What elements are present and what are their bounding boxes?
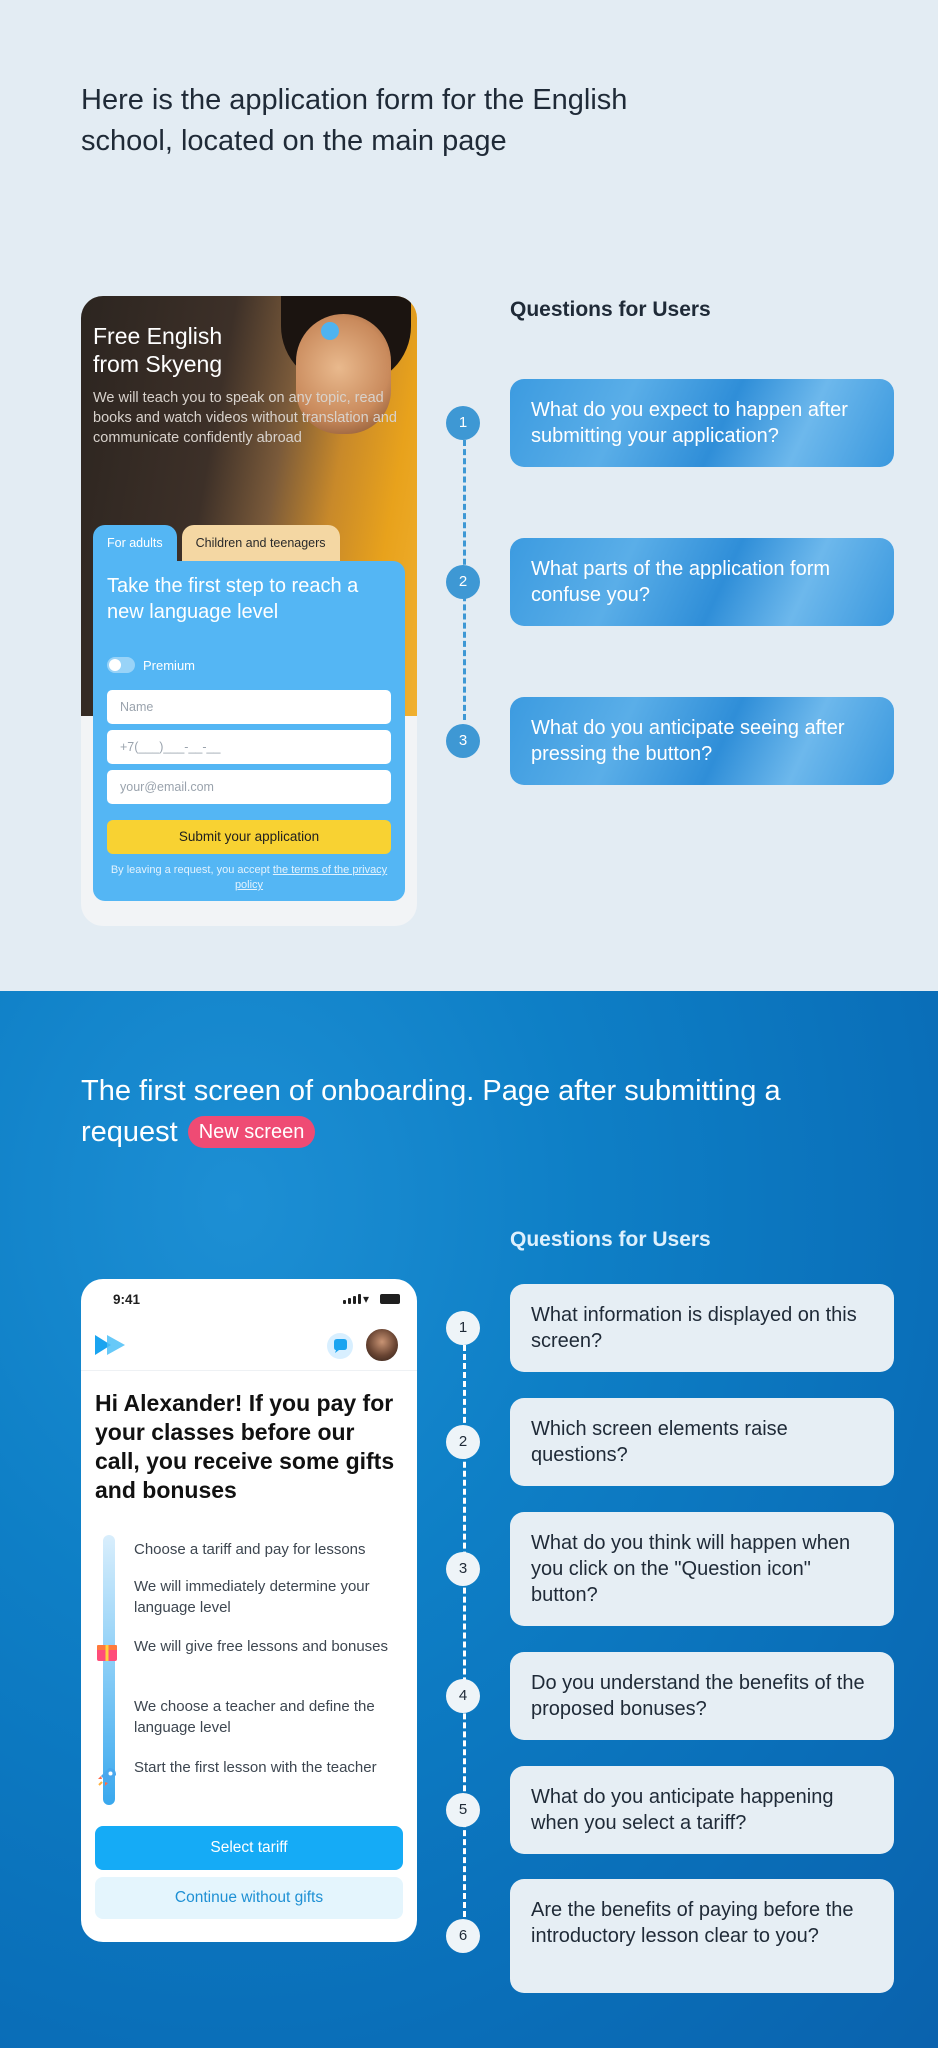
skyeng-logo-icon[interactable] bbox=[95, 1333, 129, 1357]
step-number: 1 bbox=[446, 406, 480, 440]
step-number: 5 bbox=[446, 1793, 480, 1827]
question-card: Which screen elements raise questions? bbox=[510, 1398, 894, 1486]
onboarding-step: Choose a tariff and pay for lessons bbox=[134, 1541, 366, 1558]
email-input[interactable] bbox=[107, 770, 391, 804]
app-header bbox=[81, 1319, 417, 1371]
premium-toggle[interactable] bbox=[107, 657, 135, 673]
application-form bbox=[93, 561, 405, 901]
privacy-notice bbox=[107, 863, 391, 893]
continue-without-gifts-button[interactable]: Continue without gifts bbox=[95, 1877, 403, 1919]
questions-heading: Questions for Users bbox=[510, 298, 711, 321]
gift-icon bbox=[95, 1639, 119, 1663]
onboarding-step: We choose a teacher and define the language level bbox=[134, 1698, 375, 1736]
question-card: Do you understand the benefits of the proposed bonuses? bbox=[510, 1652, 894, 1740]
premium-toggle-row[interactable] bbox=[107, 657, 195, 673]
step-number: 3 bbox=[446, 724, 480, 758]
hero-title-line1: Free English bbox=[93, 323, 223, 349]
rocket-icon bbox=[95, 1765, 119, 1789]
step-number: 1 bbox=[446, 1311, 480, 1345]
chat-question-icon[interactable] bbox=[327, 1333, 353, 1359]
wifi-icon: ▾ bbox=[363, 1292, 370, 1306]
chat-bubble-icon bbox=[327, 1333, 353, 1359]
new-screen-badge: New screen bbox=[188, 1116, 316, 1148]
question-card: What do you anticipate happening when you select a tariff? bbox=[510, 1766, 894, 1854]
hero-title bbox=[93, 322, 222, 378]
headphones-icon bbox=[321, 322, 339, 340]
privacy-policy-link[interactable]: the terms of the privacy policy bbox=[234, 864, 388, 891]
hero-title-line2: from Skyeng bbox=[93, 351, 223, 377]
step-number: 2 bbox=[446, 1425, 480, 1459]
question-card: What do you anticipate seeing after pressing the button? bbox=[510, 697, 894, 785]
questions-heading: Questions for Users bbox=[510, 1228, 711, 1251]
step-number: 2 bbox=[446, 565, 480, 599]
question-card: Are the benefits of paying before the introductory lesson clear to you? bbox=[510, 1879, 894, 1993]
select-tariff-button[interactable]: Select tariff bbox=[95, 1826, 403, 1870]
status-time: 9:41 bbox=[113, 1292, 141, 1307]
question-card: What parts of the application form confuse you? bbox=[510, 538, 894, 626]
phone-input[interactable] bbox=[107, 730, 391, 764]
onboarding-step: We will give free lessons and bonuses bbox=[134, 1638, 389, 1655]
submit-application-button[interactable]: Submit your application bbox=[107, 820, 391, 854]
section-title: Here is the application form for the English school, located on the main page bbox=[81, 84, 628, 157]
tab-for-adults[interactable]: For adults bbox=[93, 525, 177, 561]
step-number: 6 bbox=[446, 1919, 480, 1953]
name-input[interactable] bbox=[107, 690, 391, 724]
form-title: Take the first step to reach a new language level bbox=[107, 575, 359, 623]
section-title-text: The first screen of onboarding. Page after submitting a request bbox=[81, 1075, 781, 1148]
audience-tabs bbox=[93, 525, 340, 561]
status-bar bbox=[81, 1279, 417, 1319]
section-application-form bbox=[0, 0, 938, 991]
phone-mockup-onboarding bbox=[81, 1279, 417, 1942]
section-title bbox=[81, 1071, 801, 1153]
privacy-notice-text: By leaving a request, you accept bbox=[110, 864, 273, 876]
onboarding-step: Start the first lesson with the teacher bbox=[134, 1759, 377, 1776]
phone-mockup-form bbox=[81, 296, 417, 926]
tab-children-teenagers[interactable]: Children and teenagers bbox=[182, 525, 340, 561]
question-card: What do you think will happen when you click on the "Question icon" button? bbox=[510, 1512, 894, 1626]
hero-description: We will teach you to speak on any topic, read books and watch videos without translation and communicate confidently abroad bbox=[93, 390, 397, 446]
avatar[interactable] bbox=[364, 1327, 400, 1363]
step-number: 3 bbox=[446, 1552, 480, 1586]
premium-label: Premium bbox=[143, 657, 196, 673]
battery-icon bbox=[380, 1294, 400, 1304]
step-number: 4 bbox=[446, 1679, 480, 1713]
signal-icon bbox=[343, 1294, 361, 1304]
onboarding-headline: Hi Alexander! If you pay for your classes before our call, you receive some gifts and bonuses bbox=[95, 1390, 395, 1503]
onboarding-step: We will immediately determine your language level bbox=[134, 1578, 370, 1616]
question-card: What do you expect to happen after submitting your application? bbox=[510, 379, 894, 467]
question-card: What information is displayed on this screen? bbox=[510, 1284, 894, 1372]
